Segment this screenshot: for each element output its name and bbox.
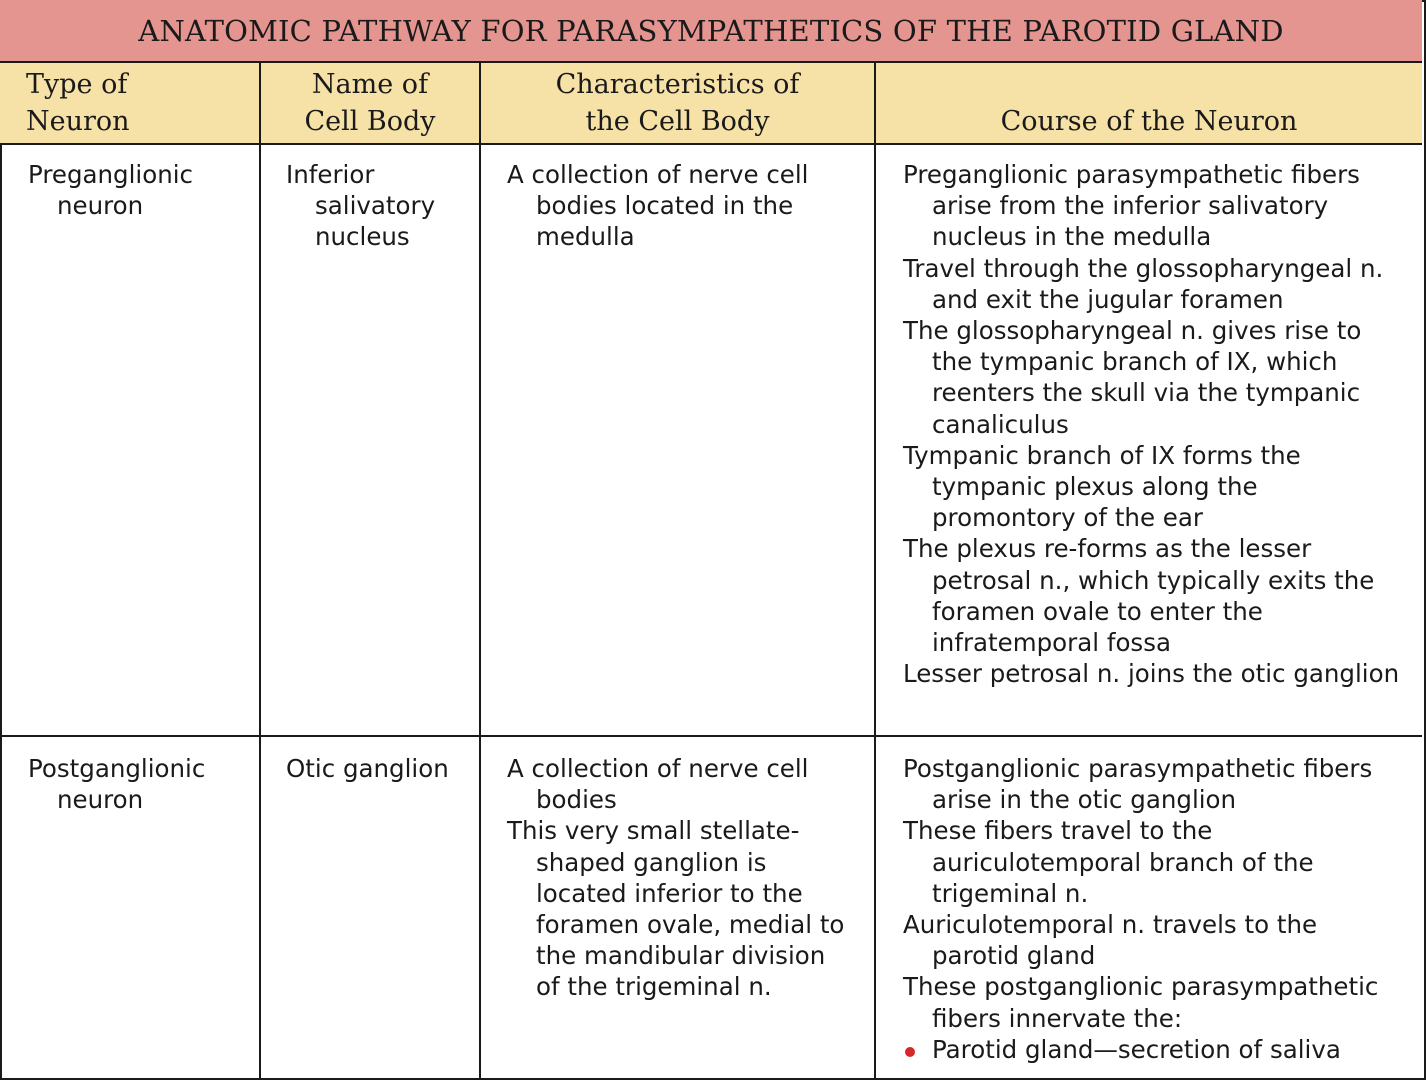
column-divider-1	[259, 63, 261, 1078]
row-1-course-2: Travel through the glossopharyngeal n. and exit the jugular foramen	[903, 253, 1384, 314]
header-name-of-cell-body	[261, 63, 479, 143]
row-1-characteristic-1: A collection of nerve cell bodies located in the medulla	[507, 160, 809, 252]
header-characteristics	[481, 63, 874, 143]
header-type-of-neuron	[0, 63, 259, 143]
row-2-course-2: These fibers travel to the auriculotemporal branch of the trigeminal n.	[903, 816, 1314, 908]
header-type-line-1: Type of	[26, 69, 128, 100]
header-course-of-neuron	[876, 63, 1422, 143]
row-2-course-bullet-item	[903, 1034, 1408, 1065]
row-2-course-4: These postganglionic parasympathetic fibers innervate the:	[903, 972, 1379, 1033]
bullet-dot-icon	[905, 1047, 915, 1057]
row-2-characteristic-1: A collection of nerve cell bodies	[507, 754, 809, 815]
row-1-course-4: Tympanic branch of IX forms the tympanic plexus along the promontory of the ear	[903, 440, 1301, 533]
row-1-course-6: Lesser petrosal n. joins the otic ganglion	[903, 659, 1400, 689]
header-characteristics-line-1: Characteristics of	[555, 69, 800, 100]
header-characteristics-line-2: the Cell Body	[585, 106, 770, 137]
row-1-course-cell	[903, 159, 1408, 689]
header-type-line-2: Neuron	[26, 106, 130, 137]
row-1-name-cell	[286, 159, 471, 253]
row-1-characteristics-cell	[507, 159, 849, 253]
row-2-course-cell	[903, 753, 1408, 1065]
row-2-type-cell	[28, 753, 243, 815]
row-divider	[0, 735, 1422, 737]
table-title: ANATOMIC PATHWAY FOR PARASYMPATHETICS OF THE PAROTID GLAND	[0, 0, 1422, 63]
row-1-type: Preganglionic neuron	[28, 160, 194, 221]
header-row	[0, 63, 1422, 145]
row-2-name: Otic ganglion	[286, 754, 449, 783]
header-course-line-1: Course of the Neuron	[1000, 106, 1298, 137]
row-1-type-cell	[28, 159, 243, 221]
row-2-characteristic-2: This very small stellate-shaped ganglion is located inferior to the foramen ovale, medial to the mandibular division of the trigeminal n.	[507, 816, 845, 1002]
row-1-course-5: The plexus re-forms as the lesser petrosal n., which typically exits the foramen ovale to enter the infratemporal fossa	[903, 534, 1375, 658]
row-2-characteristics-cell	[507, 753, 849, 1003]
row-2-course-3: Auriculotemporal n. travels to the parotid gland	[903, 910, 1318, 971]
row-1-name: Inferior salivatory nucleus	[286, 160, 436, 252]
column-divider-3	[874, 63, 876, 1078]
column-divider-2	[479, 63, 481, 1078]
header-name-line-1: Name of	[311, 69, 429, 100]
row-2-type: Postganglionic neuron	[28, 754, 206, 815]
row-2-course-bullet-text: Parotid gland—secretion of saliva	[932, 1034, 1341, 1064]
row-2-name-cell	[286, 753, 471, 784]
row-2-course-1: Postganglionic parasympathetic fibers arise in the otic ganglion	[903, 754, 1373, 815]
row-1-course-3: The glossopharyngeal n. gives rise to the tympanic branch of IX, which reenters the skull via the tympanic canaliculus	[903, 316, 1362, 439]
row-1-course-1: Preganglionic parasympathetic fibers arise from the inferior salivatory nucleus in the medulla	[903, 160, 1360, 252]
header-name-line-2: Cell Body	[304, 106, 436, 137]
